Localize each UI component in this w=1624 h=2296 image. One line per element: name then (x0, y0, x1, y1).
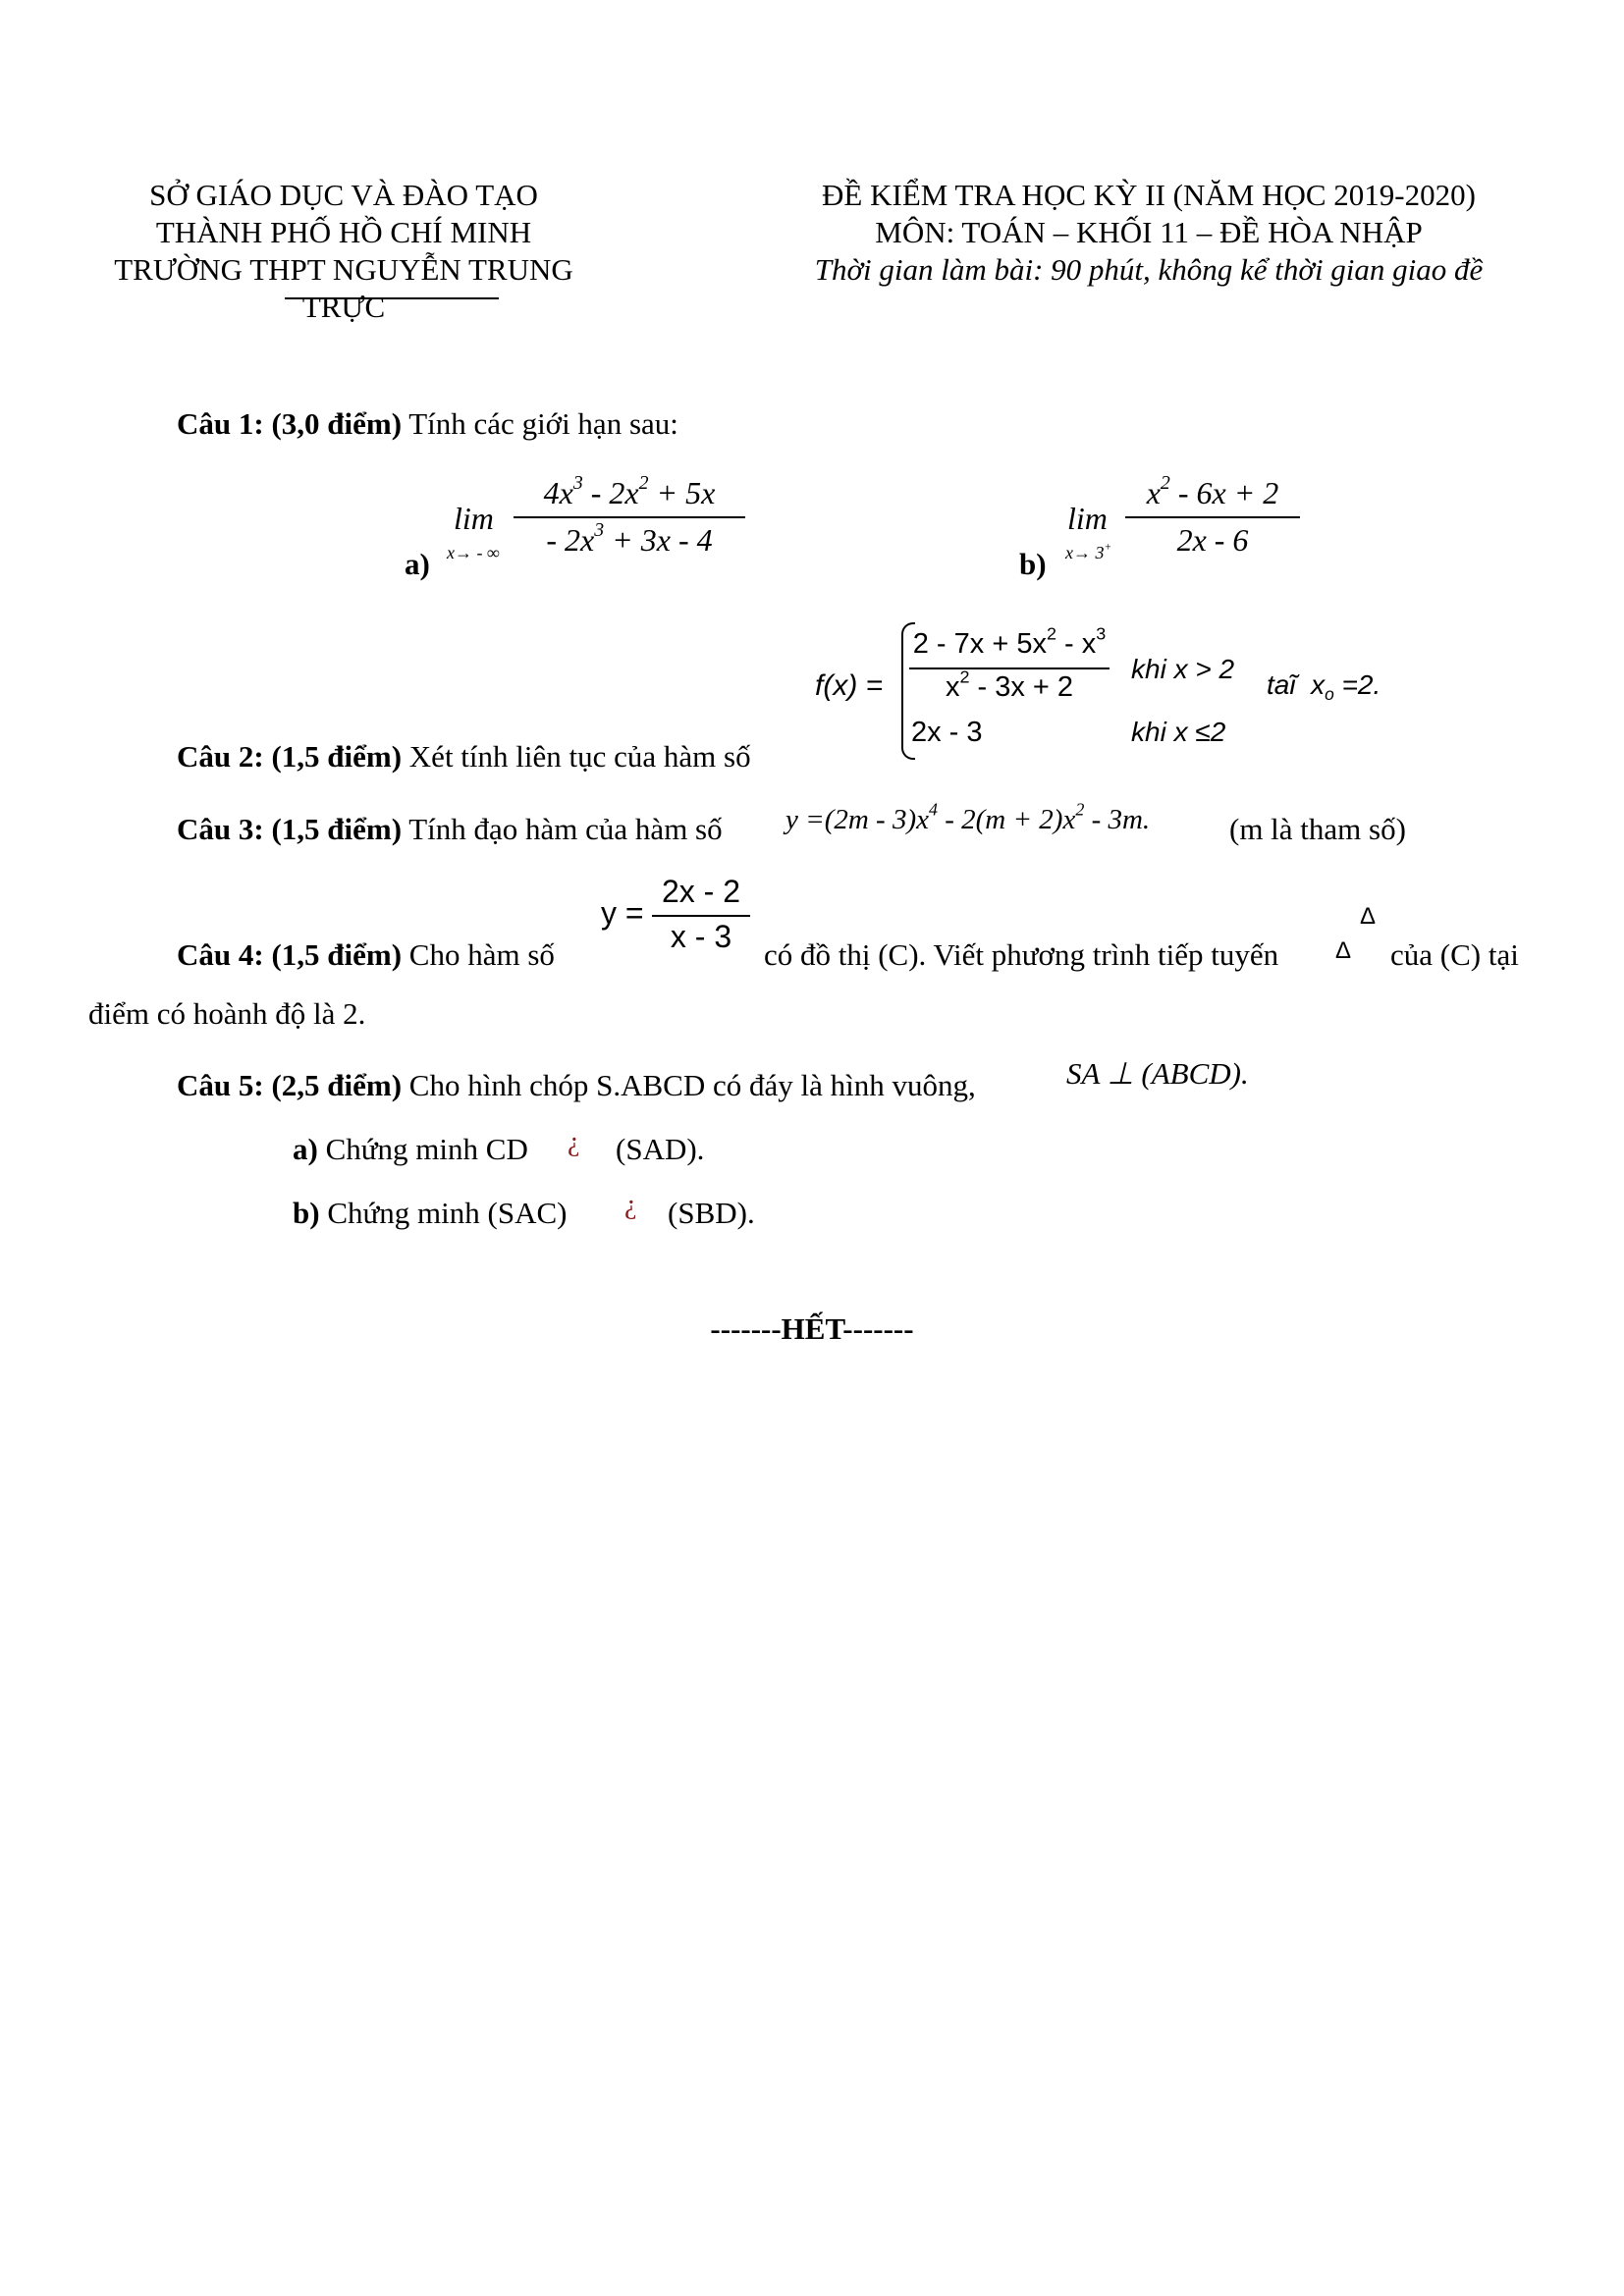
question-4-label: Câu 4: (1,5 điểm) (177, 937, 403, 972)
school-name: TRƯỜNG THPT NGUYỄN TRUNG TRỰC (114, 252, 573, 324)
perpendicular-symbol: ¿ (568, 1127, 580, 1157)
q1a-fraction: $4x^3 - 2x^2 + 5x$ - $2x^3 + 3x - 4$ (514, 475, 745, 559)
q2-condition-2: khi x ≤2 (1131, 717, 1226, 747)
question-1-text: Tính các giới hạn sau: (402, 406, 678, 441)
q1a-lim: lim (454, 501, 494, 536)
q5-part-b (293, 1196, 567, 1231)
question-3-label: Câu 3: (1,5 điểm) (177, 812, 403, 846)
exam-subject: MÔN: TOÁN – KHỐI 11 – ĐỀ HÒA NHẬP (875, 215, 1423, 249)
q2-function-name: f(x) = (815, 669, 884, 702)
q5-part-b-text-2: (SBD). (668, 1196, 755, 1230)
question-5 (177, 1068, 976, 1103)
header-divider (285, 297, 499, 299)
q4-delta-superscript: Δ (1360, 903, 1377, 930)
department-name: SỞ GIÁO DỤC VÀ ĐÀO TẠO (149, 178, 538, 212)
q2-at-point: taĩ $x_o =2$. (1267, 669, 1381, 705)
school-header (88, 177, 599, 326)
q1b-lim: lim (1067, 501, 1108, 536)
q5-part-b-text: Chứng minh (SAC) (319, 1196, 568, 1230)
q2-piece-2: 2x - 3 (911, 717, 983, 748)
question-4-text-3: của (C) tại (1390, 937, 1519, 972)
question-5-text: Cho hình chóp S.ABCD có đáy là hình vuông, (402, 1068, 976, 1102)
q2-piece-1-fraction: $2 - 7x + 5x^2 - x^3$ $x^2 - 3x + 2$ (909, 628, 1110, 704)
q5-sa-perpendicular: SA ⊥ (ABCD). (1066, 1056, 1249, 1091)
question-4 (177, 937, 555, 973)
question-1 (177, 406, 678, 442)
question-2-label: Câu 2: (1,5 điểm) (177, 739, 403, 774)
q1-part-b-label: b) (1019, 547, 1047, 581)
q1b-fraction: $x^2 - 6x + 2$ 2x - 6 (1125, 475, 1300, 559)
perpendicular-symbol: ¿ (624, 1190, 637, 1220)
exam-title: ĐỀ KIỂM TRA HỌC KỲ II (NĂM HỌC 2019-2020) (822, 178, 1476, 212)
q5-part-b-label: b) (293, 1196, 320, 1230)
q4-fraction: 2x - 2 x - 3 (652, 874, 750, 955)
q5-part-a-text: Chứng minh CD (317, 1132, 528, 1166)
q3-parameter-note: (m là tham số) (1229, 812, 1406, 846)
q4-y-equals: y = (601, 895, 644, 931)
question-4-line-2: điểm có hoành độ là 2. (88, 996, 366, 1031)
q5-part-a-text-2: (SAD). (616, 1132, 705, 1166)
question-3 (177, 812, 723, 847)
q1b-lim-subscript: x→ 3+ (1065, 541, 1112, 562)
q1a-lim-subscript: x→ - ∞ (447, 543, 500, 562)
q5-part-a (293, 1132, 528, 1167)
q1-part-a-label: a) (405, 547, 430, 581)
q2-condition-1: khi x > 2 (1131, 654, 1235, 684)
question-4-text: Cho hàm số (402, 937, 555, 972)
question-1-label: Câu 1: (3,0 điểm) (177, 406, 403, 441)
question-2 (177, 739, 751, 774)
city-name: THÀNH PHỐ HỒ CHÍ MINH (155, 215, 532, 249)
end-of-exam: -------HẾT------- (710, 1311, 914, 1346)
question-2-text: Xét tính liên tục của hàm số (402, 739, 751, 774)
exam-header (756, 177, 1542, 289)
q3-function-formula: $y =(2m - 3)x^4 - 2(m + 2)x^2 - 3m$. (785, 799, 1151, 835)
question-5-label: Câu 5: (2,5 điểm) (177, 1068, 403, 1102)
question-3-text: Tính đạo hàm của hàm số (402, 812, 723, 846)
exam-duration: Thời gian làm bài: 90 phút, không kể thời gian giao đề (814, 252, 1484, 287)
q4-delta: Δ (1335, 937, 1352, 964)
question-4-text-2: có đồ thị (C). Viết phương trình tiếp tuyến (764, 937, 1279, 972)
q5-part-a-label: a) (293, 1132, 318, 1166)
